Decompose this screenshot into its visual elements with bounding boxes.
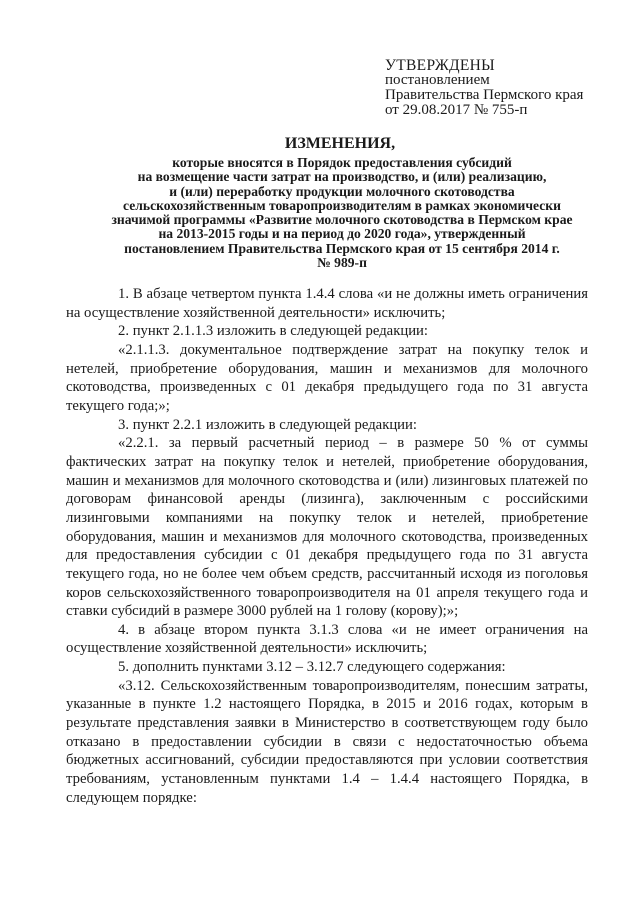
subheading-line: постановлением Правительства Пермского края от 15 сентября 2014 г. (124, 240, 560, 256)
approval-title: УТВЕРЖДЕНЫ (385, 57, 495, 74)
approval-line-3: от 29.08.2017 № 755-п (385, 102, 528, 118)
subheading-line: на возмещение части затрат на производство, и (или) реализацию, (137, 169, 547, 185)
document-body (66, 285, 588, 807)
paragraph-item-3: 3. пункт 2.2.1 изложить в следующей редакции: (118, 416, 417, 433)
paragraph-item-2: 2. пункт 2.1.1.3 изложить в следующей редакции: (118, 323, 429, 340)
approval-stamp (385, 58, 583, 118)
subheading-line: сельскохозяйственным товаропроизводителям в рамках экономически (123, 197, 561, 213)
paragraph-quote-2-1-1-3: «2.1.1.3. документальное подтверждение затрат на покупку телок и нетелей, приобретение оборудования, машин и механизмов для молочного скотоводства, произведенных с 01 декабря предыдущего года по 31 августа текущего года;»; (66, 341, 588, 414)
paragraph-item-4: 4. в абзаце втором пункта 3.1.3 слова «и не имеет ограничения на осуществление хозяйственной деятельности» исключить; (66, 621, 588, 657)
subheading-line: № 989-п (317, 255, 367, 271)
approval-line-1: постановлением (385, 72, 490, 88)
subheading-line: которые вносятся в Порядок предоставления субсидий (172, 155, 512, 170)
paragraph-item-5: 5. дополнить пунктами 3.12 – 3.12.7 следующего содержания: (118, 659, 506, 676)
subheading-line: на 2013-2015 годы и на период до 2020 года», утвержденный (158, 226, 526, 242)
paragraph-quote-3-12: «3.12. Сельскохозяйственным товаропроизводителям, понесшим затраты, указанные в пункте 1.2 настоящего Порядка, в 2015 и 2016 годах, которым в результате представления заявки в Министерство в соответствующем году было отказано в предоставлении субсидии в связи с недостаточностью объема бюджетных ассигнований, субсидии предоставляются при условии соответствия требованиям, установленным пунктами 1.4 – 1.4.4 настоящего Порядка, в следующем порядке: (66, 677, 588, 806)
approval-line-2: Правительства Пермского края (385, 87, 584, 103)
document-heading: ИЗМЕНЕНИЯ, (284, 135, 396, 152)
paragraph-item-1: 1. В абзаце четвертом пункта 1.4.4 слова «и не должны иметь ограничения на осуществление хозяйственной деятельности» исключить; (66, 286, 588, 321)
subheading-line: и (или) переработку продукции молочного скотоводства (169, 183, 515, 199)
subheading-line: значимой программы «Развитие молочного скотоводства в Пермском крае (111, 212, 573, 228)
paragraph-quote-2-2-1: «2.2.1. за первый расчетный период – в размере 50 % от суммы фактических затрат на покупку телок и нетелей, приобретение оборудования, машин и механизмов для молочного скотоводства и (или) лизинговых платежей по договорам финансовой аренды (лизинга), заключенным с российскими лизинговыми компаниями на покупку телок и нетелей, приобретение оборудования, машин и механизмов для молочного скотоводства, произведенных для предоставления субсидии с 01 декабря предыдущего года по 31 августа текущего года, но не более чем объем средств, рассчитанный исходя из поголовья коров сельскохозяйственного товаропроизводителя на 01 апреля текущего года и ставки субсидий в размере 3000 рублей на 1 голову (корову);»; (66, 435, 588, 620)
document-subheading (72, 156, 612, 270)
